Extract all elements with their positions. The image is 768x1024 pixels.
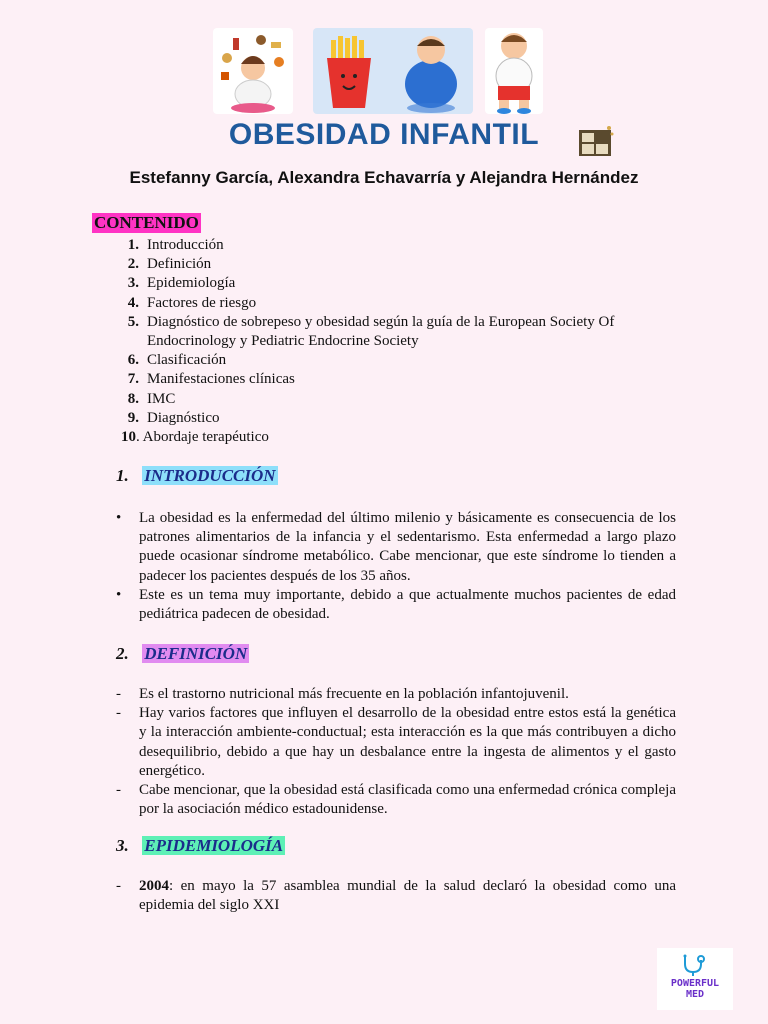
- stethoscope-icon: [680, 954, 710, 978]
- paragraph: Cabe mencionar, que la obesidad está clasificada como una enfermedad crónica compleja por la asociación médico estadounidense.: [139, 782, 676, 818]
- list-item: [116, 509, 676, 586]
- paragraph: La obesidad es la enfermedad del último milenio y básicamente es consecuencia de los patrones alimentarios de la infancia y el sedentarismo. Esta enfermedad a largo plazo puede ocasionar síndrome metabólico. Cabe mencionar, que este síndrome lo tienden a padecer los pacientes después de los 35 años.: [139, 510, 676, 584]
- powerful-med-logo: [657, 948, 733, 1010]
- section-number: 2.: [116, 644, 129, 663]
- toc-number: 9.: [127, 409, 139, 426]
- toc-text: Diagnóstico: [147, 409, 220, 426]
- paragraph: [139, 877, 676, 915]
- bullet-icon: •: [116, 586, 122, 603]
- dash-icon: -: [116, 686, 121, 702]
- section-label: DEFINICIÓN: [144, 644, 248, 663]
- list-item: [116, 877, 676, 915]
- toc-text: Epidemiología: [147, 275, 236, 292]
- dash-icon: -: [116, 782, 121, 799]
- toc-number: 4.: [127, 294, 139, 311]
- toc-item: [108, 351, 688, 370]
- authors: Estefanny García, Alexandra Echavarría y Alejandra Hernández: [129, 168, 639, 187]
- dash-icon: -: [116, 878, 121, 894]
- toc-number: 3.: [127, 275, 139, 292]
- toc-number: 1.: [127, 237, 139, 253]
- toc-text: Clasificación: [147, 352, 227, 369]
- toc-number: 5.: [127, 313, 139, 330]
- brand-line-1: POWERFUL: [670, 978, 720, 989]
- toc-text: Definición: [147, 256, 212, 273]
- paragraph-text: : en mayo la 57 asamblea mundial de la salud declaró la obesidad como una epidemia del siglo XXI: [139, 878, 676, 914]
- overweight-child-illustration: [485, 28, 543, 114]
- section-number: 3.: [116, 836, 129, 855]
- brand-line-2: MED: [685, 989, 705, 1000]
- fries-and-child-illustration: [313, 28, 473, 114]
- toc-number: 2.: [127, 256, 139, 273]
- section-label: INTRODUCCIÓN: [144, 466, 276, 485]
- list-item: [116, 586, 676, 624]
- toc-text: Diagnóstico de sobrepeso y obesidad según la guía de la European Society Of Endocrinology y Pediatric Endocrine Society: [147, 313, 615, 350]
- puzzle-icon: [578, 124, 614, 158]
- paragraph: Es el trastorno nutricional más frecuente en la población infantojuvenil.: [139, 686, 569, 702]
- contents-heading: CONTENIDO: [94, 213, 199, 232]
- list-item: [116, 781, 676, 819]
- section-heading-epidemiology: [116, 835, 285, 857]
- paragraph: Hay varios factores que influyen el desarrollo de la obesidad entre estos está la genética y la interacción ambiente-conductual; esta interacción es la que más contribuyen a dicho desequilibrio, debido a que hay un desbalance entre la ingesta de alimentos y el gasto energético.: [139, 705, 676, 779]
- list-item: [116, 704, 676, 781]
- paragraph: Este es un tema muy importante, debido a que actualmente muchos pacientes de edad pediátrica padecen de obesidad.: [139, 586, 676, 623]
- toc-text: IMC: [147, 390, 176, 407]
- child-eating-illustration: [213, 28, 293, 114]
- toc-number: 7.: [127, 371, 139, 388]
- year: 2004: [139, 878, 169, 894]
- toc-number: 8.: [127, 390, 139, 407]
- toc-item: [108, 255, 688, 274]
- section-number: 1.: [116, 466, 129, 485]
- toc-item: [108, 294, 688, 313]
- toc-item: [108, 390, 688, 409]
- toc-text: Manifestaciones clínicas: [147, 371, 295, 388]
- list-item: [116, 685, 676, 704]
- toc-item: [108, 313, 688, 351]
- toc-number: 10: [121, 429, 136, 446]
- bullet-icon: •: [116, 510, 122, 526]
- epidemiology-list: [116, 877, 676, 915]
- toc-number: 6.: [127, 352, 139, 369]
- table-of-contents: [108, 236, 688, 447]
- definition-list: [116, 685, 676, 819]
- dash-icon: -: [116, 705, 121, 722]
- introduction-list: [116, 509, 676, 624]
- toc-text: . Abordaje terapéutico: [136, 429, 269, 446]
- toc-text: Factores de riesgo: [147, 294, 257, 311]
- toc-item: [108, 370, 688, 389]
- toc-item: [108, 409, 688, 428]
- section-label: EPIDEMIOLOGÍA: [144, 836, 284, 855]
- section-heading-definition: [116, 643, 249, 665]
- toc-item: [108, 274, 688, 293]
- toc-text: Introducción: [147, 237, 224, 253]
- toc-item: [108, 428, 688, 447]
- toc-item: [108, 236, 688, 255]
- section-heading-introduction: [116, 465, 278, 487]
- page-title: OBESIDAD INFANTIL: [228, 118, 540, 151]
